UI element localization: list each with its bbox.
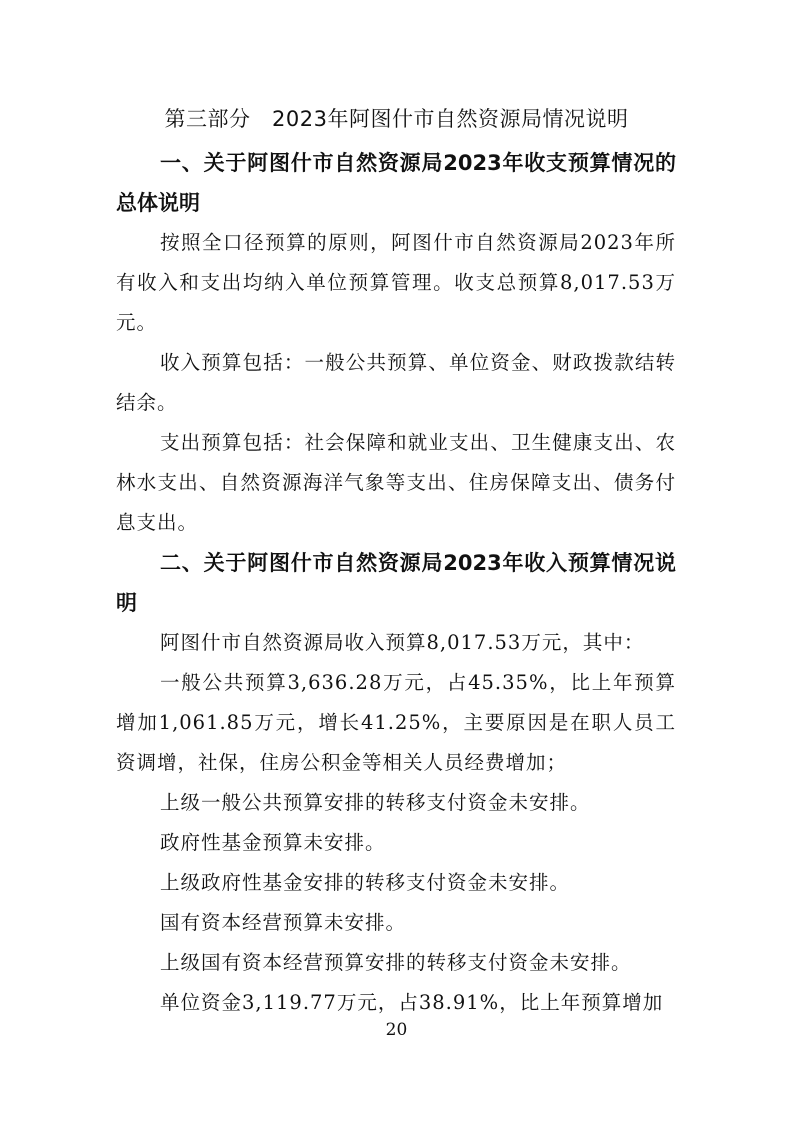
- paragraph: 政府性基金预算未安排。: [160, 831, 386, 854]
- paragraph: 国有资本经营预算未安排。: [160, 911, 407, 934]
- paragraph: 按照全口径预算的原则，阿图什市自然资源局2023年所有收入和支出均纳入单位预算管理。收支总预算8,017.53万元。: [116, 231, 676, 334]
- paragraph: 上级国有资本经营预算安排的转移支付资金未安排。: [160, 951, 632, 974]
- paragraph: 一般公共预算3,636.28万元，占45.35%，比上年预算增加1,061.85万元，增长41.25%，主要原因是在职人员工资调增，社保，住房公积金等相关人员经费增加；: [116, 671, 676, 774]
- page-title: 第三部分 2023年阿图什市自然资源局情况说明: [164, 107, 629, 131]
- paragraph: 上级一般公共预算安排的转移支付资金未安排。: [160, 791, 591, 814]
- paragraph: 收入预算包括：一般公共预算、单位资金、财政拨款结转结余。: [116, 351, 676, 414]
- section-heading-1: 一、关于阿图什市自然资源局2023年收支预算情况的总体说明: [116, 151, 676, 215]
- paragraph: 单位资金3,119.77万元，占38.91%，比上年预算增加: [160, 991, 664, 1014]
- paragraph: 上级政府性基金安排的转移支付资金未安排。: [160, 871, 571, 894]
- document-body: [116, 143, 676, 1023]
- section-heading-2: 二、关于阿图什市自然资源局2023年收入预算情况说明: [116, 551, 676, 615]
- paragraph: 阿图什市自然资源局收入预算8,017.53万元，其中：: [160, 631, 645, 654]
- page-number: 20: [385, 1020, 408, 1040]
- paragraph: 支出预算包括：社会保障和就业支出、卫生健康支出、农林水支出、自然资源海洋气象等支出、住房保障支出、债务付息支出。: [116, 431, 676, 534]
